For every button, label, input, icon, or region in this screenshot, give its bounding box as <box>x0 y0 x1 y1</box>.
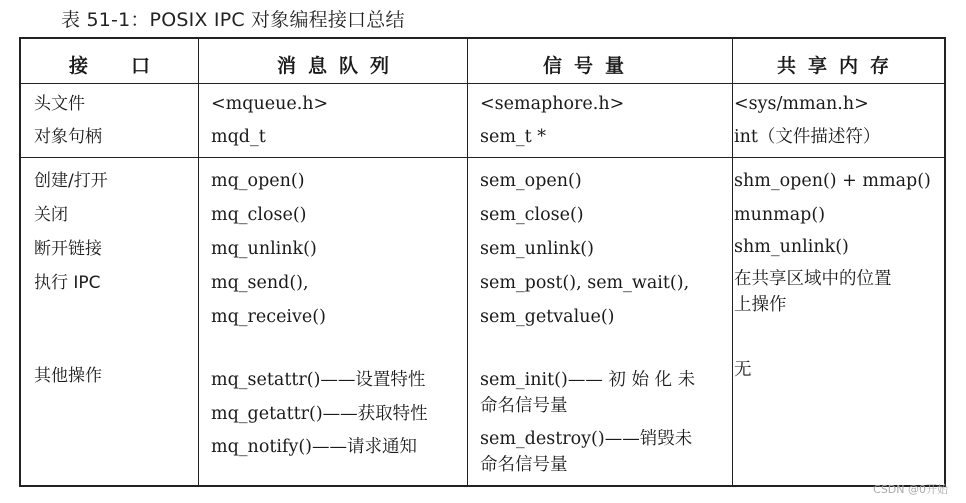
shm-header-file: <sys/mman.h> <box>734 94 869 114</box>
mq-close: mq_close() <box>211 205 307 225</box>
sem-unlink: sem_unlink() <box>480 239 594 259</box>
sem-init-cont: 命名信号量 <box>480 396 568 416</box>
column-divider <box>198 39 199 485</box>
label-create-open: 创建/打开 <box>34 171 108 191</box>
mq-open: mq_open() <box>211 171 305 191</box>
shm-ipc-line2: 上操作 <box>734 295 787 315</box>
sem-destroy-cont: 命名信号量 <box>480 455 568 475</box>
row-divider <box>21 83 944 84</box>
mq-receive: mq_receive() <box>211 307 326 327</box>
mq-setattr: mq_setattr()——设置特性 <box>211 370 426 390</box>
label-unlink: 断开链接 <box>34 239 102 259</box>
sem-init: sem_init()—— 初 始 化 未 <box>480 370 696 390</box>
header-semaphore: 信号量 <box>543 55 637 77</box>
sem-close: sem_close() <box>480 205 584 225</box>
shm-ipc-line1: 在共享区域中的位置 <box>734 269 892 289</box>
ipc-summary-table <box>19 37 946 487</box>
label-object-handle: 对象句柄 <box>34 127 102 147</box>
mq-unlink: mq_unlink() <box>211 239 317 259</box>
watermark: CSDN @0开始 <box>873 483 948 496</box>
label-close: 关闭 <box>34 205 68 225</box>
mq-handle: mqd_t <box>211 127 266 147</box>
mq-notify: mq_notify()——请求通知 <box>211 437 418 457</box>
row-divider <box>21 157 944 158</box>
mq-send: mq_send(), <box>211 273 309 293</box>
shm-open: shm_open() + mmap() <box>734 171 931 191</box>
shm-handle: int（文件描述符） <box>734 127 881 147</box>
label-other-ops: 其他操作 <box>34 366 102 386</box>
column-divider <box>467 39 468 485</box>
header-message-queue: 消息队列 <box>277 55 402 77</box>
sem-open: sem_open() <box>480 171 582 191</box>
column-divider <box>732 39 733 485</box>
shm-unlink: shm_unlink() <box>734 237 849 257</box>
mq-getattr: mq_getattr()——获取特性 <box>211 404 428 424</box>
sem-post-wait: sem_post(), sem_wait(), <box>480 273 690 293</box>
label-perform-ipc: 执行 IPC <box>34 273 101 293</box>
table-title: 表 51-1：POSIX IPC 对象编程接口总结 <box>61 9 405 31</box>
label-header-file: 头文件 <box>34 94 85 114</box>
mq-header-file: <mqueue.h> <box>211 94 329 114</box>
sem-header-file: <semaphore.h> <box>480 94 625 114</box>
shm-close: munmap() <box>734 205 826 225</box>
sem-handle: sem_t * <box>480 127 547 147</box>
header-interface: 接 口 <box>69 55 163 77</box>
sem-destroy: sem_destroy()——销毁未 <box>480 429 693 449</box>
header-shared-memory: 共享内存 <box>777 55 902 77</box>
sem-getvalue: sem_getvalue() <box>480 307 615 327</box>
shm-other: 无 <box>734 360 752 380</box>
